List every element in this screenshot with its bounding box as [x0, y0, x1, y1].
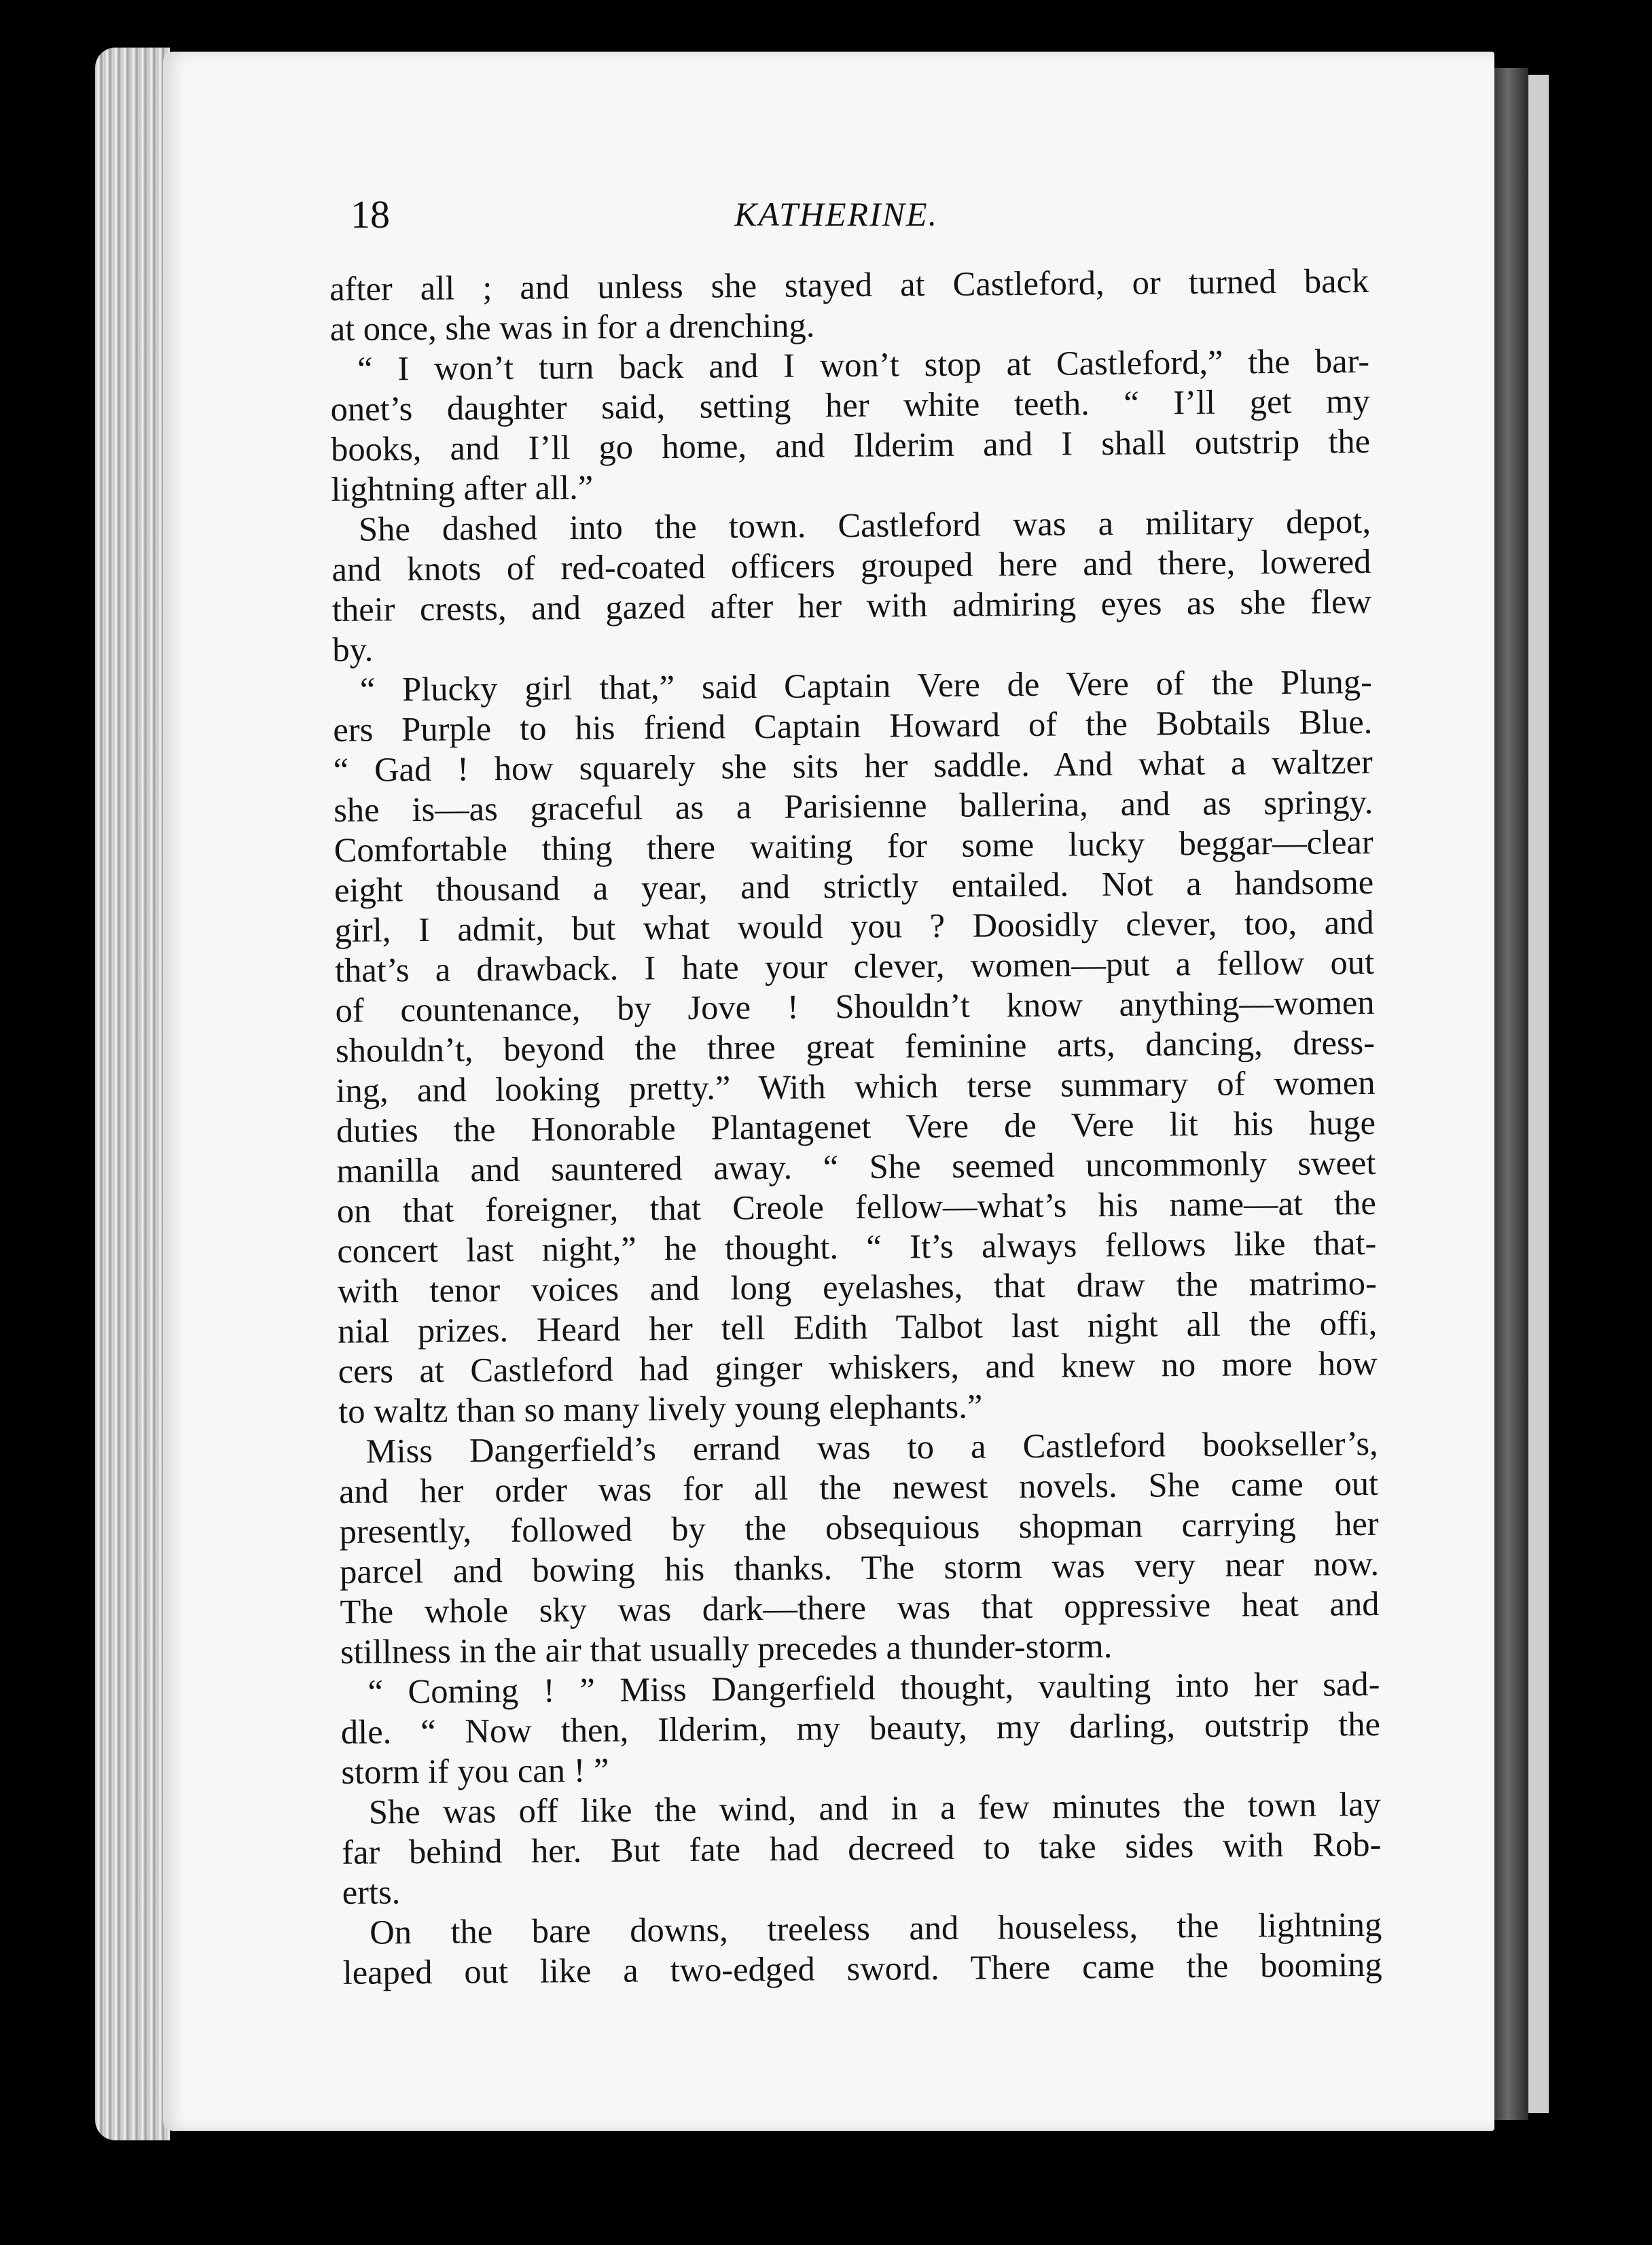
- text-line: Comfortable thing there waiting for some lucky beggar—clear: [334, 822, 1373, 869]
- spine-shadow: [1494, 68, 1528, 2120]
- text-line: by.: [332, 630, 374, 669]
- text-line: of countenance, by Jove ! Shouldn’t know anything—women: [335, 983, 1375, 1029]
- text-line: “ Coming ! ” Miss Dangerfield thought, vaulting into her sad-: [367, 1664, 1380, 1711]
- text-line: stillness in the air that usually precedes a thunder-storm.: [340, 1627, 1113, 1671]
- text-line: erts.: [342, 1873, 401, 1911]
- page-header: [351, 192, 1363, 253]
- text-line: nial prizes. Heard her tell Edith Talbot last night all the offi,: [338, 1303, 1378, 1350]
- text-line: books, and I’ll go home, and Ilderim and I shall outstrip the: [330, 421, 1371, 468]
- text-line: “ Gad ! how squarely she sits her saddle. And what a waltzer: [333, 742, 1373, 789]
- text-line: duties the Honorable Plantagenet Vere de Vere lit his huge: [336, 1103, 1376, 1150]
- text-line: and knots of red-coated officers grouped here and there, lowered: [331, 542, 1371, 588]
- text-line: manilla and sauntered away. “ She seemed uncommonly sweet: [336, 1143, 1376, 1190]
- text-line: cers at Castleford had ginger whiskers, and knew no more how: [338, 1343, 1378, 1390]
- text-line: ers Purple to his friend Captain Howard of the Bobtails Blue.: [333, 702, 1373, 749]
- text-line: The whole sky was dark—there was that oppressive heat and: [340, 1584, 1380, 1631]
- text-line: parcel and bowing his thanks. The storm was very near now.: [339, 1544, 1380, 1591]
- text-line: storm if you can ! ”: [341, 1750, 609, 1791]
- running-title: KATHERINE.: [734, 195, 939, 233]
- text-line: Miss Dangerfield’s errand was to a Castleford bookseller’s,: [365, 1424, 1378, 1470]
- text-line: and her order was for all the newest novels. She came out: [338, 1464, 1379, 1510]
- text-line: shouldn’t, beyond the three great feminine arts, dancing, dress-: [335, 1023, 1376, 1070]
- text-line: at once, she was in for a drenching.: [329, 306, 815, 348]
- text-line: dle. “ Now then, Ilderim, my beauty, my darling, outstrip the: [340, 1704, 1381, 1751]
- text-line: She dashed into the town. Castleford was a military depot,: [358, 501, 1371, 548]
- text-line: She was off like the wind, and in a few minutes the town lay: [368, 1784, 1382, 1831]
- text-line: On the bare downs, treeless and houseless, the lightning: [370, 1905, 1382, 1951]
- text-line: “ I won’t turn back and I won’t stop at Castleford,” the bar-: [357, 341, 1370, 388]
- text-line: ing, and looking pretty.” With which terse summary of women: [336, 1063, 1376, 1110]
- text-line: on that foreigner, that Creole fellow—what’s his name—at the: [336, 1183, 1377, 1230]
- text-line: after all ; and unless she stayed at Castleford, or turned back: [329, 261, 1369, 308]
- text-line: lightning after all.”: [331, 467, 594, 508]
- page-number: 18: [351, 192, 390, 236]
- text-line: girl, I admit, but what would you ? Doosidly clever, too, and: [334, 902, 1374, 949]
- text-line: she is—as graceful as a Parisienne ballerina, and as springy.: [334, 782, 1373, 829]
- text-line: to waltz than so many lively young elephants.”: [338, 1387, 983, 1430]
- text-line: concert last night,” he thought. “ It’s always fellows like that-: [337, 1223, 1377, 1270]
- text-line: eight thousand a year, and strictly entailed. Not a handsome: [334, 862, 1374, 909]
- text-line: onet’s daughter said, setting her white teeth. “ I’ll get my: [330, 381, 1370, 428]
- facing-page-edge: [1528, 75, 1549, 2113]
- text-line: presently, followed by the obsequious shopman carrying her: [339, 1504, 1379, 1551]
- text-line: “ Plucky girl that,” said Captain Vere de Vere of the Plung-: [359, 662, 1373, 709]
- text-line: leaped out like a two-edged sword. There came the booming: [342, 1945, 1382, 1992]
- page-stack-edge: [95, 48, 170, 2140]
- page-body: [329, 261, 1382, 1993]
- text-line: far behind her. But fate had decreed to take sides with Rob-: [342, 1824, 1382, 1871]
- text-line: with tenor voices and long eyelashes, that draw the matrimo-: [337, 1263, 1377, 1310]
- text-line: their crests, and gazed after her with admiring eyes as she flew: [331, 582, 1372, 629]
- text-line: that’s a drawback. I hate your clever, women—put a fellow out: [334, 942, 1375, 989]
